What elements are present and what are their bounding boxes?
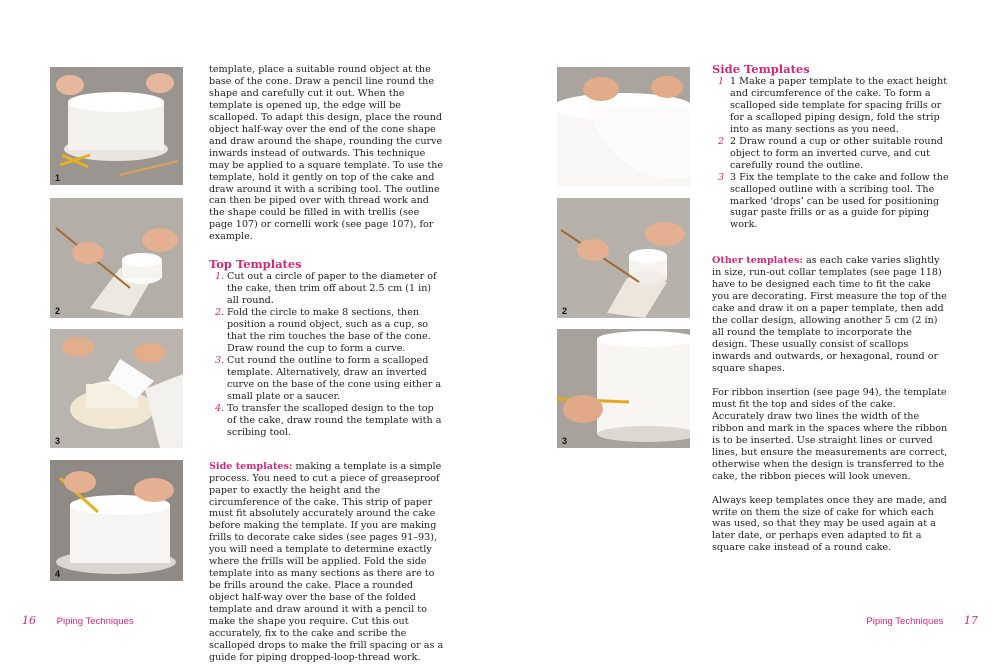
list-item (712, 76, 950, 136)
running-footer: Piping Techniques (866, 616, 944, 627)
photo-2-illustration (557, 198, 690, 318)
step-number: 3 (718, 171, 725, 183)
step-text: Fold the circle to make 8 sections, then position a round object, such as a cup, so that the rim touches the base of the cone. Draw round the cup to form a curve. (227, 307, 431, 355)
step-text: To transfer the scalloped design to the top of the cake, draw round the template with a scribing tool. (227, 402, 442, 438)
photo-step-2 (50, 198, 183, 318)
photo-number: 1 (55, 173, 61, 183)
other-templates-lead: Other templates: (712, 255, 803, 267)
step-text: 1 Make a paper template to the exact height and circumference of the cake. To form a scalloped side template for spacing frills or for a scalloped piping design, fold the strip into as many sections as you need. (730, 76, 948, 135)
left-text-column (209, 64, 444, 664)
photo-number: 2 (562, 306, 568, 316)
left-folio (22, 614, 134, 627)
step-text: Cut out a circle of paper to the diameter of the cake, then trim off about 2.5 cm (1 in) all round. (227, 271, 437, 307)
side-templates-lead: Side templates: (209, 460, 293, 472)
left-page (0, 0, 500, 663)
photo-step-2 (557, 198, 690, 318)
photo-step-1 (50, 67, 183, 185)
ribbon-paragraph: For ribbon insertion (see page 94), the template must fit the top and sides of the cake. Accurately draw two lines the width of the ribbon and mark in the spaces where the ribbon is to be inserted. Use straight lines or curved lines, but ensure the measurements are correct, otherwise when the design is transferred to the cake, the ribbon pieces will look uneven. (712, 386, 948, 482)
keep-templates-paragraph: Always keep templates once they are made, and write on them the size of cake for which each was used, so that they may be used again at a later date, or perhaps even adapted to fit a square cake instead of a round cake. (712, 494, 947, 554)
step-number: 3. (215, 354, 225, 366)
photo-step-4 (50, 460, 183, 581)
other-templates-body: as each cake varies slightly in size, run-out collar templates (see page 118) have to be designed each time to fit the cake you are decorating. First measure the top of the cake and draw it on a paper template, then add the collar design, allowing another 5 cm (2 in) all round the template to incorporate the design. These usually consist of scallops inwards and outwards, or hexagonal, round or square shapes. (712, 255, 947, 374)
photo-step-3 (50, 329, 183, 448)
top-templates-steps (209, 271, 444, 438)
list-item (209, 271, 444, 307)
step-number: 2 (718, 135, 725, 147)
page-number: 17 (964, 614, 978, 627)
photo-step-3 (557, 329, 690, 448)
step-number: 4. (215, 402, 225, 414)
side-templates-heading: Side Templates (712, 62, 810, 76)
list-item (209, 403, 444, 439)
side-templates-paragraph (209, 461, 444, 664)
photo-4-illustration (50, 460, 183, 581)
photo-step-1 (557, 67, 690, 187)
page-number: 16 (22, 614, 36, 627)
running-footer: Piping Techniques (56, 616, 134, 627)
other-templates-paragraph (712, 255, 950, 375)
list-item (209, 355, 444, 403)
step-number: 1. (215, 271, 225, 283)
list-item (209, 307, 444, 355)
photo-1-illustration (557, 67, 690, 187)
photo-1-illustration (50, 67, 183, 185)
right-text-column (712, 62, 950, 554)
photo-number: 4 (55, 569, 61, 579)
photo-number: 3 (562, 436, 568, 446)
step-text: Cut round the outline to form a scalloped template. Alternatively, draw an inverted curve on the base of the cone using either a small plate or a saucer. (227, 354, 442, 402)
right-page (500, 0, 1000, 643)
side-templates-steps (712, 76, 950, 231)
step-number: 1 (718, 76, 725, 87)
list-item (712, 136, 950, 172)
top-templates-heading: Top Templates (209, 257, 302, 272)
step-number: 2. (215, 307, 225, 319)
right-folio (866, 614, 978, 627)
photo-number: 3 (55, 436, 61, 446)
step-text: 3 Fix the template to the cake and follow the scalloped outline with a scribing tool. The marked ‘drops’ can be used for positioning sugar paste frills or as a guide for piping work. (730, 171, 949, 231)
side-templates-body: making a template is a simple process. You need to cut a piece of greaseproof paper to exactly the height and the circumference of the cake. This strip of paper must fit absolutely accurately around the cake before making the template. If you are making frills to decorate cake sides (see pages 91–93), you will need a template to determine exactly where the frills will be applied. Fold the side template into as many sections as there are to be frills around the cake. Place a rounded object half-way over the base of the folded template and draw around it with a pencil to make the shape you require. Cut this out accurately, fix to the cake and scribe the scalloped drops to make the frill spacing or as a guide for piping dropped-loop-thread work. (209, 460, 444, 663)
photo-number: 2 (55, 306, 61, 316)
step-text: 2 Draw round a cup or other suitable round object to form an inverted curve, and cut carefully round the outline. (730, 135, 943, 171)
list-item (712, 172, 950, 232)
photo-3-illustration (50, 329, 183, 448)
intro-paragraph: template, place a suitable round object at the base of the cone. Draw a pencil line round the shape and carefully cut it out. When the template is opened up, the edge will be scalloped. To adapt this design, place the round object half-way over the end of the cone shape and draw around the shape, rounding the curve inwards instead of outwards. This technique may be applied to a square template. To use the template, hold it gently on top of the cake and draw around it with a scribing tool. The outline can then be piped over with thread work and the shape could be filled in with trellis (see page 107) or cornelli work (see page 107), for example. (209, 64, 444, 243)
photo-2-illustration (50, 198, 183, 318)
photo-3-illustration (557, 329, 690, 448)
